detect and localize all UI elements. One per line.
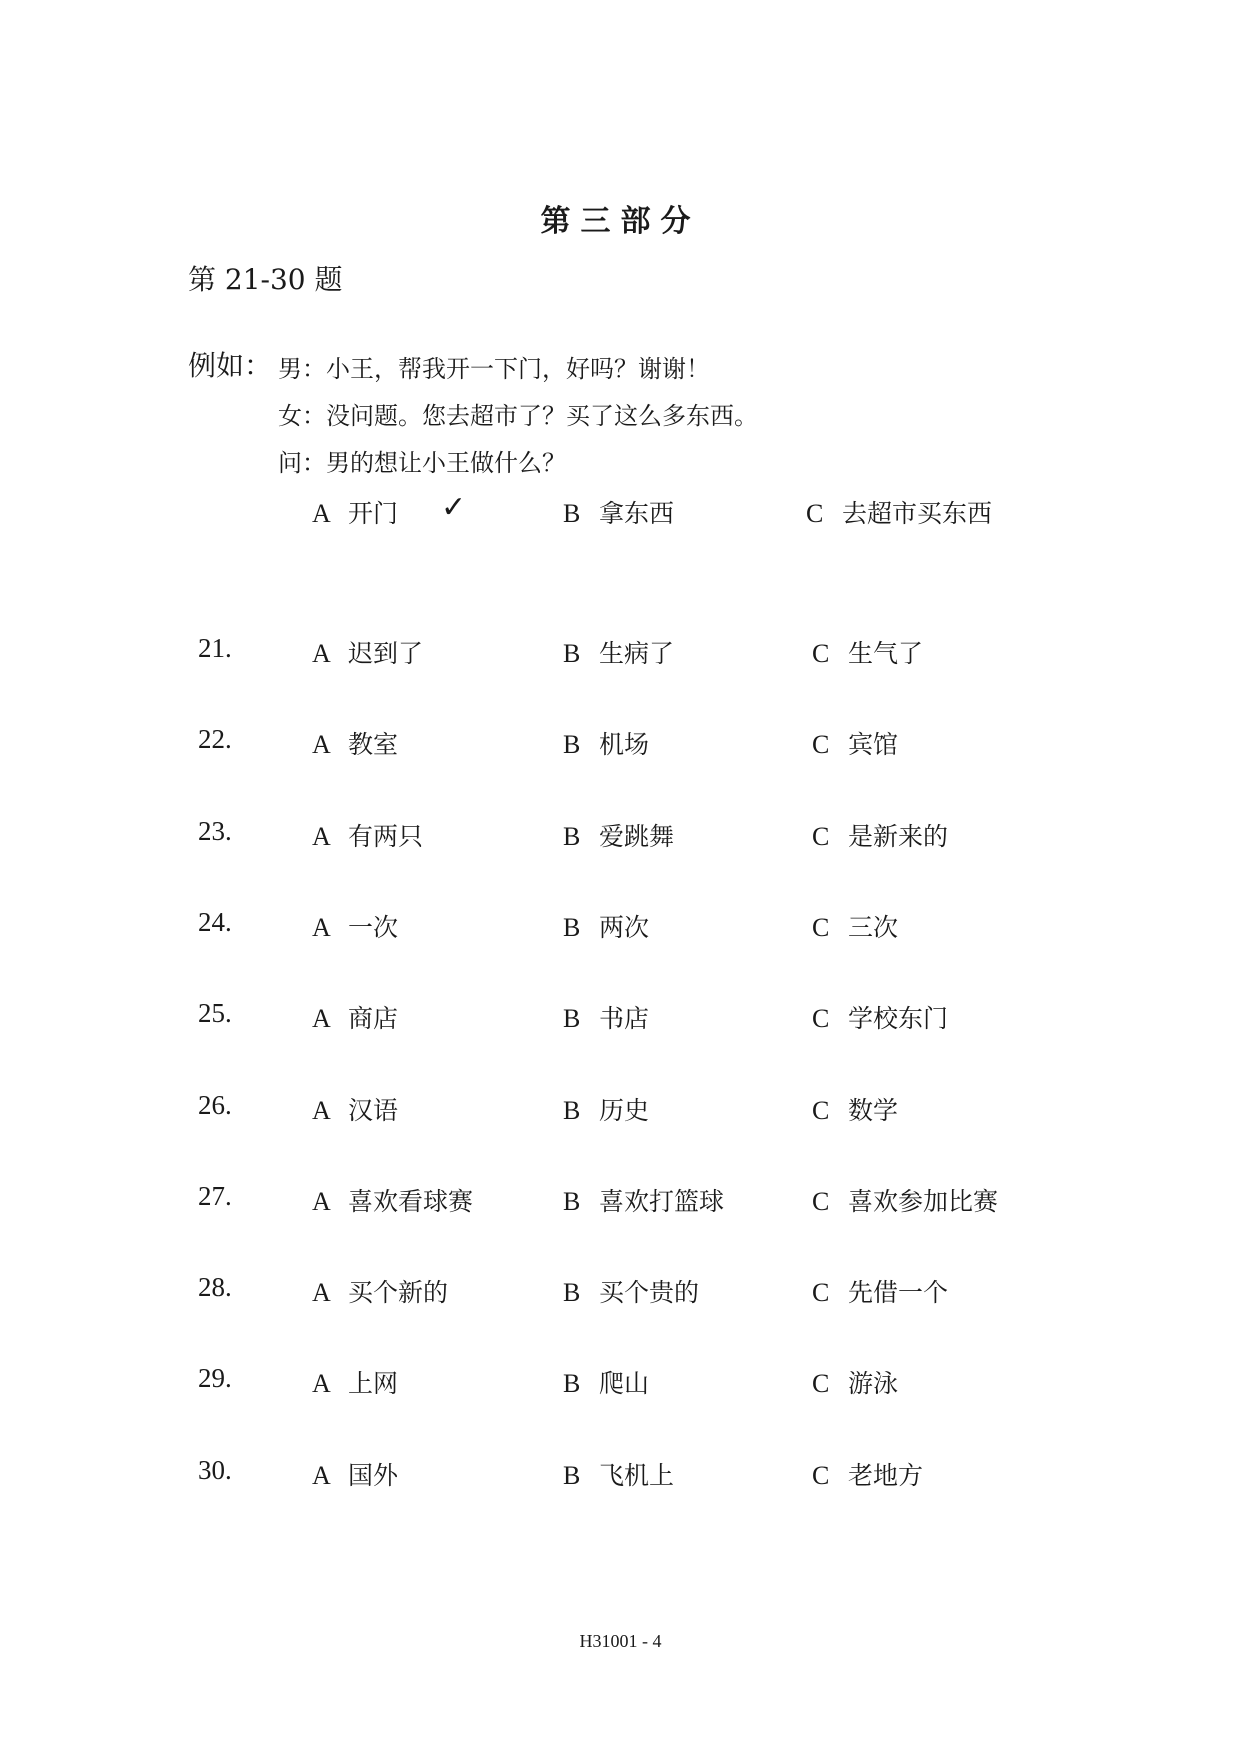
option-text: 迟到了 [348, 639, 424, 668]
option-text: 是新来的 [848, 822, 949, 851]
option-letter: C [812, 1004, 830, 1033]
option-text: 老地方 [848, 1461, 924, 1490]
option-letter: A [312, 1278, 331, 1307]
answer-option-c[interactable] [812, 1182, 998, 1218]
example-line-question: 问：男的想让小王做什么？ [278, 449, 566, 477]
option-letter: A [312, 639, 331, 668]
option-letter: A [312, 822, 331, 851]
answer-option-a[interactable] [312, 1364, 398, 1400]
answer-option-c[interactable] [812, 1456, 923, 1492]
option-text: 去超市买东西 [842, 499, 993, 528]
answer-option-b[interactable] [563, 999, 649, 1035]
answer-option-a[interactable] [312, 634, 423, 670]
option-letter: B [563, 1461, 581, 1490]
option-text: 宾馆 [848, 730, 899, 759]
answer-option-c[interactable] [812, 1364, 898, 1400]
option-letter: B [563, 913, 581, 942]
option-text: 教室 [348, 730, 399, 759]
option-letter: B [563, 1004, 581, 1033]
option-text: 拿东西 [599, 499, 675, 528]
option-text: 买个新的 [348, 1278, 449, 1307]
option-letter: A [312, 1096, 331, 1125]
option-text: 游泳 [848, 1369, 899, 1398]
option-letter: A [312, 1187, 331, 1216]
question-number: 29. [198, 1363, 232, 1393]
option-text: 历史 [599, 1096, 650, 1125]
answer-option-b[interactable] [563, 725, 649, 761]
option-text: 书店 [599, 1004, 650, 1033]
question-number: 25. [198, 998, 232, 1028]
option-text: 机场 [599, 730, 650, 759]
option-letter: A [312, 1004, 331, 1033]
option-letter: C [812, 822, 830, 851]
answer-option-c[interactable] [812, 634, 923, 670]
example-line-man: 男：小王，帮我开一下门，好吗？谢谢！ [278, 355, 710, 383]
option-text: 爬山 [599, 1369, 650, 1398]
answer-option-a[interactable] [312, 1273, 448, 1309]
option-text: 商店 [348, 1004, 399, 1033]
question-number: 23. [198, 816, 232, 846]
option-text: 国外 [348, 1461, 399, 1490]
question-number: 26. [198, 1090, 232, 1120]
option-letter: C [812, 1461, 830, 1490]
page-footer: H31001 - 4 [579, 1631, 662, 1651]
answer-option-c[interactable] [812, 817, 948, 853]
option-letter: B [563, 730, 581, 759]
answer-option-c[interactable] [812, 725, 898, 761]
option-letter: C [812, 639, 830, 668]
option-text: 飞机上 [599, 1461, 675, 1490]
question-number: 22. [198, 724, 232, 754]
option-text: 生病了 [599, 639, 675, 668]
answer-option-b[interactable] [563, 1456, 674, 1492]
option-letter: B [563, 1187, 581, 1216]
example-option-c [806, 494, 992, 530]
option-text: 先借一个 [848, 1278, 949, 1307]
answer-option-c[interactable] [812, 1091, 898, 1127]
example-lead: 例如： [188, 349, 273, 382]
option-text: 数学 [848, 1096, 899, 1125]
option-letter: A [312, 499, 331, 528]
option-text: 买个贵的 [599, 1278, 700, 1307]
answer-option-a[interactable] [312, 817, 423, 853]
answer-option-c[interactable] [812, 999, 948, 1035]
option-text: 生气了 [848, 639, 924, 668]
answer-option-a[interactable] [312, 1182, 473, 1218]
answer-option-a[interactable] [312, 1091, 398, 1127]
option-letter: A [312, 913, 331, 942]
answer-option-b[interactable] [563, 1182, 724, 1218]
option-letter: C [812, 730, 830, 759]
option-letter: C [812, 1187, 830, 1216]
answer-option-c[interactable] [812, 1273, 948, 1309]
question-number: 27. [198, 1181, 232, 1211]
option-letter: C [812, 1369, 830, 1398]
option-letter: A [312, 1369, 331, 1398]
option-text: 爱跳舞 [599, 822, 675, 851]
option-text: 上网 [348, 1369, 399, 1398]
option-text: 喜欢参加比赛 [848, 1187, 999, 1216]
check-mark-icon: ✓ [441, 490, 467, 525]
option-letter: C [812, 913, 830, 942]
option-text: 三次 [848, 913, 899, 942]
option-text: 喜欢打篮球 [599, 1187, 725, 1216]
option-letter: B [563, 1278, 581, 1307]
option-letter: B [563, 639, 581, 668]
answer-option-a[interactable] [312, 999, 398, 1035]
question-number: 30. [198, 1455, 232, 1485]
example-option-a [312, 494, 398, 530]
option-letter: B [563, 1096, 581, 1125]
answer-option-b[interactable] [563, 1273, 699, 1309]
question-number: 24. [198, 907, 232, 937]
option-letter: B [563, 1369, 581, 1398]
option-letter: C [812, 1096, 830, 1125]
answer-option-a[interactable] [312, 1456, 398, 1492]
option-text: 学校东门 [848, 1004, 949, 1033]
answer-option-b[interactable] [563, 634, 674, 670]
option-letter: A [312, 730, 331, 759]
option-text: 一次 [348, 913, 399, 942]
example-option-b [563, 494, 674, 530]
option-letter: C [812, 1278, 830, 1307]
option-letter: B [563, 499, 581, 528]
question-range: 第 21-30 题 [188, 263, 343, 296]
answer-option-b[interactable] [563, 1091, 649, 1127]
option-letter: A [312, 1461, 331, 1490]
option-text: 开门 [348, 499, 399, 528]
section-title: 第三部分 [540, 204, 701, 239]
answer-option-a[interactable] [312, 908, 398, 944]
example-line-woman: 女：没问题。您去超市了？买了这么多东西。 [278, 402, 758, 430]
answer-option-a[interactable] [312, 725, 398, 761]
option-text: 喜欢看球赛 [348, 1187, 474, 1216]
answer-option-c[interactable] [812, 908, 898, 944]
question-number: 21. [198, 633, 232, 663]
option-text: 汉语 [348, 1096, 399, 1125]
option-letter: B [563, 822, 581, 851]
question-number: 28. [198, 1272, 232, 1302]
answer-option-b[interactable] [563, 908, 649, 944]
answer-option-b[interactable] [563, 1364, 649, 1400]
option-text: 两次 [599, 913, 650, 942]
answer-option-b[interactable] [563, 817, 674, 853]
option-letter: C [806, 499, 824, 528]
option-text: 有两只 [348, 822, 424, 851]
